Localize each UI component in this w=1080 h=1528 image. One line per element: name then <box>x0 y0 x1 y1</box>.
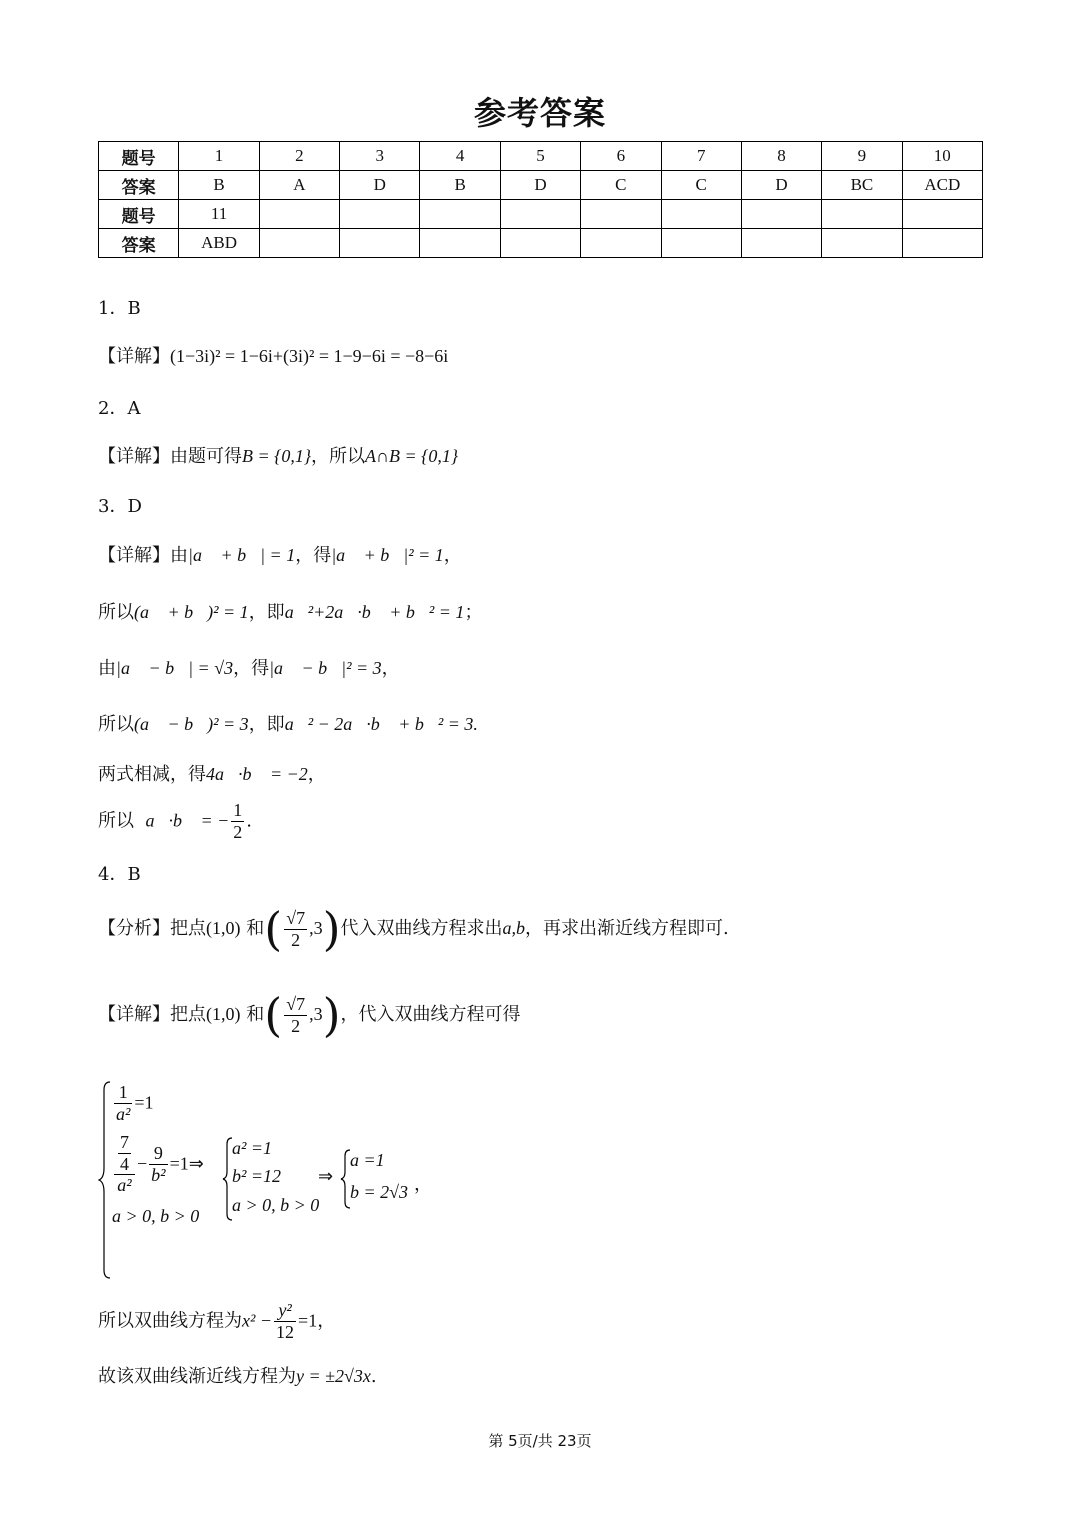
row-label: 答案 <box>99 171 179 200</box>
math-expression: (1−3i)² = 1−6i+(3i)² = 1−9−6i = −8−6i <box>170 346 449 366</box>
table-cell: B <box>420 171 500 200</box>
table-cell: D <box>340 171 420 200</box>
math-expression: =1 <box>134 1092 154 1113</box>
analysis-tag: 【分析】 <box>98 918 170 940</box>
left-paren: ( <box>264 988 283 1042</box>
math-expression: |a⃗ − b⃗|² = 3 <box>269 658 382 678</box>
numerator: √7 <box>286 907 306 928</box>
table-row <box>99 200 983 229</box>
question-3-line-2 <box>98 602 482 624</box>
table-cell: 3 <box>340 142 420 171</box>
question-1-heading: 1．B <box>98 298 141 319</box>
text: ； <box>464 602 483 623</box>
math-expression: (1,0) <box>206 918 241 939</box>
text: 两式相减，得 <box>98 764 206 785</box>
table-cell: BC <box>822 171 902 200</box>
table-cell: C <box>581 171 661 200</box>
question-3-line-3 <box>98 658 400 680</box>
math-expression: |a⃗ + b⃗| = 1 <box>188 545 296 565</box>
table-row <box>99 229 983 258</box>
text: 把点 <box>170 918 206 940</box>
math-expression: =1⇒ <box>169 1153 204 1174</box>
text: ， <box>317 1310 336 1332</box>
fraction <box>284 908 307 950</box>
table-cell <box>420 229 500 258</box>
math-expression: a⃗²+2a⃗·b⃗ + b⃗² = 1 <box>284 602 465 622</box>
table-cell <box>420 200 500 229</box>
equation-6: a > 0, b > 0 <box>232 1195 320 1215</box>
text: ， <box>381 658 400 679</box>
table-cell <box>259 200 339 229</box>
equation-3: a > 0, b > 0 <box>112 1206 200 1226</box>
table-cell: C <box>661 171 741 200</box>
question-2-heading: 2．A <box>98 398 141 419</box>
text: . <box>370 1366 377 1387</box>
table-cell: 9 <box>822 142 902 171</box>
text: 把点 <box>170 1004 206 1026</box>
detail-tag: 【详解】 <box>98 346 170 367</box>
equation-7: a =1 <box>350 1150 385 1170</box>
table-cell: 4 <box>420 142 500 171</box>
table-cell <box>581 200 661 229</box>
question-3-line-1 <box>98 545 462 567</box>
question-4-conclusion-2 <box>98 1366 377 1388</box>
text: 代入双曲线方程求出 <box>340 918 503 940</box>
denominator: 2 <box>291 929 301 950</box>
table-cell <box>822 229 902 258</box>
math-expression: =1 <box>298 1310 318 1331</box>
numerator: y² <box>274 1300 296 1322</box>
detail-tag: 【详解】 <box>98 1004 170 1026</box>
text: ，得 <box>295 545 332 566</box>
question-3-line-4 <box>98 714 478 736</box>
denominator: a² <box>117 1175 132 1196</box>
math-expression: ,3 <box>309 1004 323 1025</box>
text: ，得 <box>233 658 270 679</box>
fraction <box>284 994 307 1036</box>
question-1-detail <box>98 346 448 368</box>
table-row <box>99 142 983 171</box>
right-paren: ) <box>322 902 341 956</box>
question-2-detail <box>98 446 458 468</box>
question-3-line-5 <box>98 764 326 786</box>
denominator: 12 <box>276 1321 295 1342</box>
left-paren: ( <box>264 902 283 956</box>
math-expression: 4a⃗·b⃗ = −2 <box>206 764 308 784</box>
question-4-detail <box>98 988 521 1042</box>
numerator: √7 <box>286 993 306 1014</box>
math-expression: a,b <box>502 918 526 939</box>
table-cell <box>661 200 741 229</box>
math-expression: − <box>137 1153 148 1174</box>
table-cell <box>822 200 902 229</box>
detail-tag: 【详解】 <box>98 545 170 566</box>
question-4-analysis <box>98 902 729 956</box>
text: 所以 <box>98 810 134 832</box>
table-cell <box>661 229 741 258</box>
text: 所以 <box>98 602 134 623</box>
math-expression: x² − <box>242 1310 273 1331</box>
numerator <box>114 1132 135 1175</box>
text: 由 <box>170 545 188 566</box>
numerator: 1 <box>233 800 243 820</box>
table-cell: D <box>500 171 580 200</box>
math-expression: |a⃗ + b⃗|² = 1 <box>331 545 444 565</box>
answer-table <box>98 141 983 258</box>
table-cell: 8 <box>741 142 821 171</box>
text: ， <box>414 1174 432 1194</box>
table-cell <box>500 229 580 258</box>
table-cell <box>581 229 661 258</box>
text: 由题可得 <box>170 446 242 467</box>
table-row <box>99 171 983 200</box>
numerator: 1 <box>114 1082 132 1104</box>
math-expression: (a⃗ + b⃗)² = 1 <box>134 602 249 622</box>
denominator: b² <box>151 1164 166 1185</box>
fraction <box>118 1132 131 1174</box>
table-cell <box>902 229 982 258</box>
left-brace <box>98 1080 112 1280</box>
denominator: 2 <box>291 1015 301 1036</box>
math-expression: ,3 <box>309 918 323 939</box>
math-expression: a⃗² − 2a⃗·b⃗ + b⃗² = 3. <box>284 714 478 734</box>
implies-arrow: ⇒ <box>318 1166 334 1186</box>
table-cell <box>741 200 821 229</box>
text: 所以 <box>98 714 134 735</box>
equation-4: a² =1 <box>232 1138 273 1158</box>
fraction <box>274 1300 296 1342</box>
table-cell: D <box>741 171 821 200</box>
equation-5: b² =12 <box>232 1166 282 1186</box>
denominator: a² <box>116 1103 131 1124</box>
right-paren: ) <box>322 988 341 1042</box>
row-label: 答案 <box>99 229 179 258</box>
table-cell: 2 <box>259 142 339 171</box>
table-cell: B <box>179 171 259 200</box>
text: ，即 <box>248 602 285 623</box>
table-cell <box>500 200 580 229</box>
text: 由 <box>98 658 116 679</box>
table-cell <box>340 200 420 229</box>
page-title: 参考答案 <box>473 94 606 132</box>
question-4-heading: 4．B <box>98 864 141 885</box>
table-cell: 1 <box>179 142 259 171</box>
table-cell: ACD <box>902 171 982 200</box>
text: 和 <box>246 1004 265 1026</box>
math-expression: y = ±2√3x <box>296 1366 371 1386</box>
math-expression: |a⃗ − b⃗| = √3 <box>116 658 234 678</box>
text: 所以双曲线方程为 <box>98 1310 242 1332</box>
table-cell <box>259 229 339 258</box>
table-cell: 10 <box>902 142 982 171</box>
numerator: 9 <box>149 1143 167 1165</box>
table-cell: 5 <box>500 142 580 171</box>
table-cell: 6 <box>581 142 661 171</box>
row-label: 题号 <box>99 142 179 171</box>
table-cell: 11 <box>179 200 259 229</box>
question-3-line-6 <box>98 800 252 842</box>
table-cell <box>902 200 982 229</box>
math-expression: A∩B = {0,1} <box>365 446 459 466</box>
table-cell: 7 <box>661 142 741 171</box>
fraction <box>231 800 244 842</box>
denominator: 2 <box>233 821 243 842</box>
fraction <box>114 1132 135 1196</box>
denominator: 4 <box>120 1153 129 1174</box>
page-footer: 第 5页/共 23页 <box>488 1432 592 1450</box>
text: ，所以 <box>311 446 366 467</box>
text: 故该双曲线渐近线方程为 <box>98 1366 296 1387</box>
text: . <box>246 810 252 832</box>
fraction <box>149 1143 167 1185</box>
equation-8: b = 2√3 <box>350 1182 409 1202</box>
table-cell <box>340 229 420 258</box>
text: ， <box>307 764 326 785</box>
math-expression: (a⃗ − b⃗)² = 3 <box>134 714 249 734</box>
text: ， <box>443 545 462 566</box>
detail-tag: 【详解】 <box>98 446 170 467</box>
math-expression: a⃗·b⃗ = − <box>145 810 230 831</box>
text: ，即 <box>248 714 285 735</box>
math-expression: (1,0) <box>206 1004 241 1025</box>
math-expression: B = {0,1} <box>242 446 312 466</box>
row-label: 题号 <box>99 200 179 229</box>
equation-2 <box>112 1132 204 1196</box>
numerator: 7 <box>120 1132 129 1152</box>
text: ，再求出渐近线方程即可. <box>525 918 729 940</box>
question-4-conclusion-1 <box>98 1300 335 1342</box>
text: ，代入双曲线方程可得 <box>340 1004 521 1026</box>
table-cell: ABD <box>179 229 259 258</box>
table-cell <box>741 229 821 258</box>
fraction <box>114 1082 132 1124</box>
table-cell: A <box>259 171 339 200</box>
question-3-heading: 3．D <box>98 496 142 517</box>
equation-1 <box>112 1082 154 1124</box>
text: 和 <box>246 918 265 940</box>
